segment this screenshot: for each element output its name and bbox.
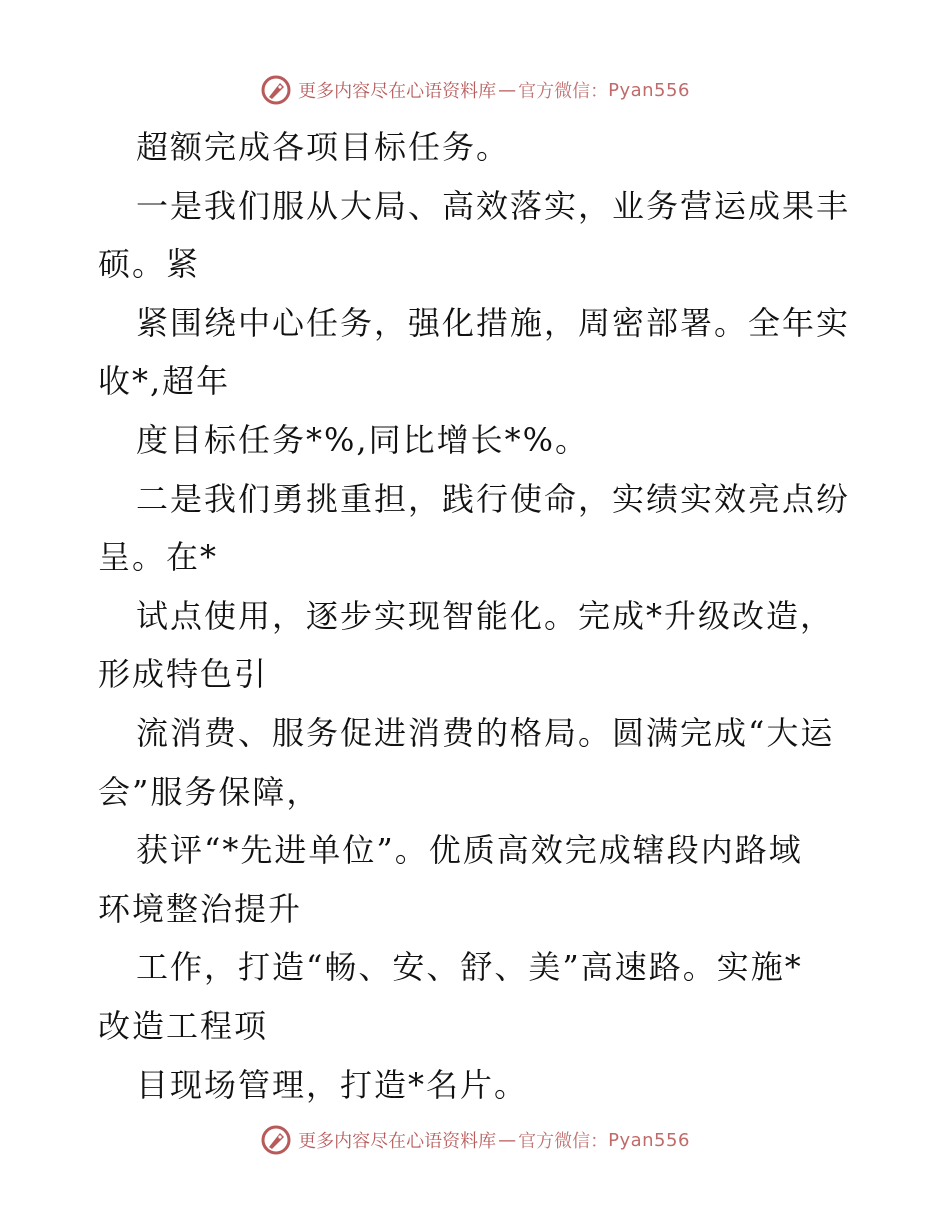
pen-nib-logo-icon bbox=[260, 74, 292, 106]
watermark-separator: — bbox=[498, 79, 517, 101]
watermark-label: 官方微信： bbox=[518, 81, 609, 102]
paragraph-line: 度目标任务*%,同比增长*%。 bbox=[136, 420, 589, 459]
paragraph-line: 目现场管理，打造*名片。 bbox=[136, 1065, 529, 1104]
paragraph-line: 一是我们服从大局、高效落实，业务营运成果丰 bbox=[136, 186, 851, 225]
paragraph-line: 超额完成各项目标任务。 bbox=[136, 128, 511, 166]
watermark-account: Pyan556 bbox=[608, 1129, 690, 1151]
paragraph-line: 工作，打造“畅、安、舒、美”高速路。实施* bbox=[136, 948, 803, 987]
watermark-label: 官方微信： bbox=[518, 1131, 609, 1152]
paragraph-line: 紧围绕中心任务，强化措施，周密部署。全年实 bbox=[136, 303, 851, 342]
watermark-brand: 更多内容尽在心语资料库 bbox=[298, 81, 497, 102]
watermark-account: Pyan556 bbox=[608, 79, 690, 101]
paragraph-line: 会”服务保障， bbox=[98, 772, 321, 811]
document-body bbox=[98, 118, 858, 1114]
watermark-brand: 更多内容尽在心语资料库 bbox=[298, 1131, 497, 1152]
paragraph-line: 收*,超年 bbox=[98, 362, 231, 401]
paragraph-line: 形成特色引 bbox=[98, 655, 269, 694]
watermark-separator: — bbox=[498, 1129, 517, 1151]
paragraph-line: 流消费、服务促进消费的格局。圆满完成“大运 bbox=[136, 713, 835, 752]
paragraph-line: 二是我们勇挑重担，践行使命，实绩实效亮点纷 bbox=[136, 479, 851, 518]
paragraph-line: 试点使用，逐步实现智能化。完成*升级改造， bbox=[136, 596, 835, 635]
paragraph-line: 环境整治提升 bbox=[98, 889, 303, 928]
pen-nib-logo-icon bbox=[260, 1124, 292, 1156]
header-watermark bbox=[0, 70, 950, 110]
paragraph-line: 呈。在* bbox=[98, 538, 219, 577]
paragraph-line: 获评“*先进单位”。优质高效完成辖段内路域 bbox=[136, 831, 803, 870]
paragraph-line: 硕。紧 bbox=[98, 245, 201, 284]
paragraph-line: 改造工程项 bbox=[98, 1006, 269, 1045]
footer-watermark bbox=[0, 1120, 950, 1160]
